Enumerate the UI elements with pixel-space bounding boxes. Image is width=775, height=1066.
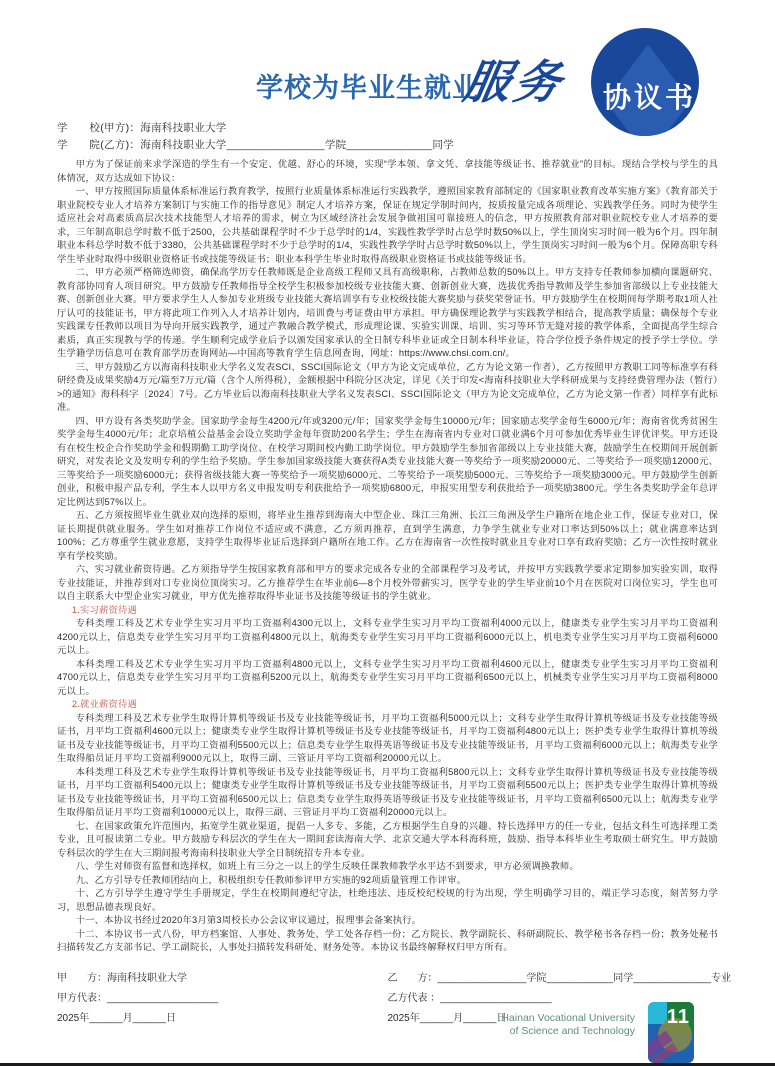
clause-8: 八、学生对师资有监督和选择权，如班上有三分之一以上的学生反映任课教师教学水平达不到要求，甲方必须调换教师。 <box>75 861 579 871</box>
sub-heading-internship-salary: 1.实习薪资待遇 <box>71 604 138 615</box>
party-a-line: 学 校(甲方)：海南科技职业大学 <box>57 122 227 134</box>
clause-10: 十、乙方引导学生遵守学生手册规定，学生在校期间遵纪守法，杜绝违法、违反校纪校规的行为出现，学生明确学习目的，端正学习态度，刻苦努力学习，思想品德表现良好。 <box>57 888 718 912</box>
intro-paragraph: 甲方为了保证前来求学深造的学生有一个安定、优越、舒心的环境，实现“学本领、拿文凭、拿技能等级证书、推荐就业”的目标。现结合学校与学生的具体情况，双方达成如下协议： <box>57 159 718 183</box>
footer-university-line2: of Science and Technology <box>509 1025 635 1037</box>
clause-1: 一、甲方按照国际质量体系标准运行教育教学，按照行业质量体系标准运行实践教学，遵照国家教育部制定的《国家职业教育改革实施方案》《教育部关于职业院校专业人才培养方案制订与实施工作的指导意见》制定人才培养方案，保证在规定学制时间内，按质按量完成各项理论、实践教学任务。同时为使学生适应社会对高素质高层次技术技能型人才培养的需求，树立为区域经济社会发展争做祖国可靠接班人的信念，甲方按照教育部对职业院校专业人才培养的要求，三年制高职总学时数不低于2500，公共基础课程学时不少于总学时的1/4，实践性教学学时占总学时数50%以上，学生顶岗实习时间一般为6个月。四年制职业本科总学时数不低于3380，公共基础课程学时不少于总学时的1/4，实践性教学学时占总学时数50%以上，学生顶岗实习时间一般为6个月。保障高职专科学生毕业时取得中级职业资格证书或技能等级证书；职业本科学生毕业时取得高级职业资格证书或技能等级证书。 <box>57 186 718 264</box>
clause-6: 六、实习就业薪资待遇。乙方须指导学生按国家教育部和甲方的要求完成各专业的全部课程学习及考试，并按甲方实践教学要求定期参加实验实训，取得专业技能证，并推荐到对口专业岗位顶岗实习。乙方推荐学生在毕业前6—8个月校外带薪实习，医学专业的学生毕业前10个月在医院对口岗位实习，学生也可以自主联系大中型企业实习就业，甲方优先推荐取得毕业证书及技能等级证书的学生就业。 <box>57 564 718 601</box>
clause-5: 五、乙方须按照毕业生就业双向选择的原则，将毕业生推荐到海南大中型企业、珠江三角洲、长江三角洲及学生户籍所在地企业工作，保证专业对口，保证长期提供就业服务。学生如对推荐工作岗位不适应或不满意，乙方须再推荐，直到学生满意，力争学生就业专业对口率达到50%以上；就业满意率达到100%；乙方尊重学生就业意愿，支持学生取得毕业证后选择到户籍所在地工作。乙方在海南省一次性按时就业且专业对口享有政府奖励；乙方一次性按时就业享有学校奖励。 <box>57 510 718 561</box>
page-title-main: 学校为毕业生就业 <box>256 73 480 103</box>
page-title-script: 服务 <box>459 55 570 109</box>
party-a-representative: 甲方代表：____________________ <box>57 992 219 1004</box>
party-b-name: 乙 方：________________学院____________同学______________专业 <box>387 972 732 984</box>
footer-university-line1: Hainan Vocational University <box>501 1012 635 1024</box>
clause-9: 九、乙方引导专任教师团结向上，积极组织专任教师参评甲方实施的92项质量管理工作评审。 <box>75 874 467 885</box>
party-b-date: 2025年______月______日 <box>387 1012 507 1024</box>
page-title-circle-text: 协议书 <box>603 82 697 113</box>
party-b-representative: 乙方代表 ：____________________ <box>387 992 552 1004</box>
party-b-line: 学 院(乙方)：海南科技职业大学________________学院______________同学 <box>57 139 454 151</box>
party-a-date: 2025年______月______日 <box>57 1012 176 1024</box>
document-body <box>0 158 775 955</box>
clause-12: 十二、本协议书一式八份，甲方档案馆、人事处、教务处、学工处各存档一份；乙方院长、教学副院长、科研副院长、教学秘书各存档一份；教务处秘书扫描转发乙方支部书记、学工副院长，人事处扫描转发科研处、财务处等。本协议书最终解释权归甲方所有。 <box>57 928 718 952</box>
document-header <box>0 0 775 120</box>
employment-salary-undergraduate: 本科类理工科及艺术专业学生取得计算机等级证书及专业技能等级证书，月平均工资福利5800元以上；文科专业学生取得计算机等级证书及专业技能等级证书，月平均工资福利5400元以上；健康类专业学生取得计算机等级证书及专业技能等级证书，月平均工资福利5500元以上；医护类专业学生取得计算机等级证书及专业技能等级证书，月平均工资福利6500元以上；信息类专业学生取得英语等级证书及专业技能等级证书，月平均工资福利6500元以上；航海类专业学生取得船员证月平均工资福利10000元以上，取得三副、三管证月平均工资福利20000元以上。 <box>57 766 718 817</box>
footer-university-name <box>501 1012 635 1038</box>
internship-salary-undergraduate: 本科类理工科及艺术专业学生实习月平均工资福利4800元以上，文科专业学生实习月平均工资福利4600元以上，健康类专业学生实习月平均工资福利4700元以上，信息类专业学生实习月平均工资福利5200元以上，航海类专业学生实习月平均工资福利6500元以上，机械类专业学生实习月平均工资福利8000元以上。 <box>57 658 718 696</box>
clause-2: 二、甲方必须严格筛选师资，确保高学历专任教师既是企业高级工程师又具有高级职称，占教师总数的50%以上。甲方支持专任教师参加横向课题研究、教育部协同育人项目研究。甲方鼓励专任教师指导全校学生积极参加校级专业技能大赛、创新创业大赛，选拔优秀指导教师及学生参加省部级以上专业技能大赛、创新创业大赛。甲方要求学生人人参加专业班级专业技能大赛培训享有专业校级技能大赛奖励与获奖荣誉证书。甲方鼓励学生在校期间每学期考取1项人社厅认可的技能证书，甲方将此项工作列入人才培养计划内，培训费与考证费由甲方承担。甲方确保理论教学与实践教学相结合，提高教学质量；确保每个专业实践课专任教师以项目为导向开展实践教学，通过产教融合教学模式，形成理论课、实验实训课、培训、实习等环节无缝对接的教学体系，全面提高学生综合素质，真正实现教与学的传递。学生顺利完成学业后予以颁发国家承认的全日制专科毕业证或全日制本科毕业证，符合学位授予条件规定的授予学士学位。学生学籍学历信息可在教育部学历查询网站—中国高等教育学生信息网查询，网址：https://www.chsi.com.cn/。 <box>57 267 718 358</box>
clause-4: 四、甲方设有各类奖助学金。国家助学金每生4200元/年或3200元/年；国家奖学金每生10000元/年；国家励志奖学金每生6000元/年；海南省优秀贫困生奖学金每生4000元/年；北京培植公益基金会设立奖助学金每年资助200名学生；学生在海南省内专业对口就业满6个月可参加优秀毕业生评优评奖。甲方还设有在校生校企合作奖助学金和假期勤工助学岗位、在校学习期间校内勤工助学岗位。甲方鼓励学生参加省部级以上专业技能大赛，鼓励学生在校期间开展创新研究，对发表论文及发明专利的学生给予奖励。学生参加国家级技能大赛获得A类专业技能大赛一等奖给予一项奖励20000元、二等奖给予一项奖励12000元、三等奖给予一项奖励6000元；获得省级技能大赛一等奖给予一项奖励6000元、二等奖给予一项奖励5000元、三等奖给予一项奖励3000元。甲方鼓励学生创新创业，积极申报产品专利，学生本人以甲方名义申报发明专利获批给予一项奖励6800元，申报实用型专利获批给予一项奖励3800元。学生各类奖助学金年总评定比例达到57%以上。 <box>57 415 718 507</box>
signature-party-a <box>57 969 388 1029</box>
sub-heading-employment-salary: 2.就业薪资待遇 <box>71 699 138 709</box>
internship-salary-junior-college: 专科类理工科及艺术专业学生实习月平均工资福利4300元以上，文科专业学生实习月平均工资福利4000元以上，健康类专业学生实习月平均工资福利4200元以上，信息类专业学生实习月平均工资福利4800元以上，航海类专业学生实习月平均工资福利6000元以上，机电类专业学生实习月平均工资福利6000元以上。 <box>57 618 718 655</box>
clause-11: 十一、本协议书经过2020年3月第3周校长办公会议审议通过，报理事会备案执行。 <box>75 915 422 925</box>
page-number: 11 <box>666 1006 690 1028</box>
clause-7: 七、在国家政策允许范围内，拓宽学生就业渠道，提倡一人多专、多能，乙方根据学生自身的兴趣、特长选择甲方的任一专业，包括文科生可选择理工类专业，且可报读第二专业。甲方鼓励专科层次的学生在大一期间套读海南大学、北京交通大学本科海科班，鼓励、指导本科毕业生考取硕士研究生。甲方鼓励专科层次的学生在大三期间报考海南科技职业大学全日制统招专升本专业。 <box>57 820 718 858</box>
page-number-badge <box>648 1002 694 1063</box>
party-a-name: 甲 方：海南科技职业大学 <box>57 972 187 984</box>
employment-salary-junior-college: 专科类理工科及艺术专业学生取得计算机等级证书及专业技能等级证书，月平均工资福利5000元以上；文科专业学生取得计算机等级证书及专业技能等级证书，月平均工资福利4600元以上；健康类专业学生取得计算机等级证书及专业技能等级证书，月平均工资福利4800元以上；医护类专业学生取得计算机等级证书及专业技能等级证书，月平均工资福利5500元以上；信息类专业学生取得英语等级证书及专业技能等级证书，月平均工资福利6000元以上；航海类专业学生取得船员证月平均工资福利9000元以上，取得三副、三管证月平均工资福利20000元以上。 <box>57 712 718 763</box>
clause-3: 三、甲方鼓励乙方以海南科技职业大学名义发表SCI、SSCI国际论文（甲方为论文完成单位，乙方为论文第一作者），乙方按照甲方教职工同等标准享有科研经费及成果奖励4万元/篇至7万元/篇（含个人所得税），金额根据中科院分区决定，详见《关于印发<海南科技职业大学科研成果与支持经费管理办法（暂行）>的通知》海科科字〔2024〕7号。乙方毕业后以海南科技职业大学名义发表SCI、SSCI国际论文（甲方为论文完成单位，乙方为论文第一作者）同样享有此标准。 <box>57 361 718 412</box>
